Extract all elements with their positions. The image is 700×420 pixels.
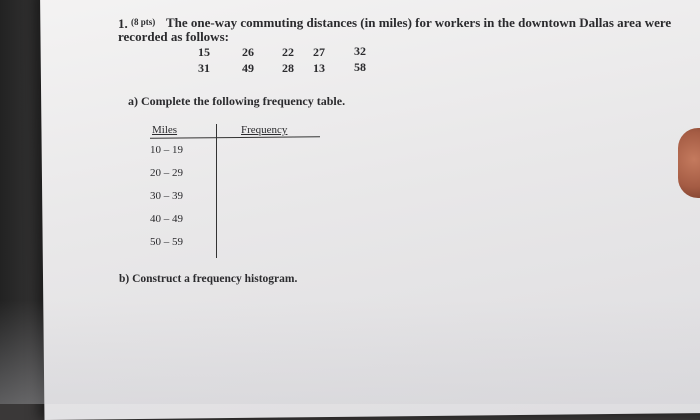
problem-statement-line2: recorded as follows: [118,29,229,44]
problem-points: (8 pts) [131,17,156,27]
table-column-divider [216,124,217,258]
table-header-rule [150,136,320,138]
frequency-column-header: Frequency [241,124,288,136]
data-value: 32 [354,44,366,58]
data-value: 15 [198,45,210,59]
data-value: 49 [242,61,254,75]
data-value: 58 [354,60,366,74]
part-b-instruction: b) Construct a frequency histogram. [119,273,298,285]
class-interval: 30 – 39 [150,190,183,202]
part-a-instruction: a) Complete the following frequency table. [128,94,346,108]
problem-number: 1. [118,16,128,31]
data-value: 27 [313,45,325,59]
class-interval: 10 – 19 [150,144,183,156]
data-value: 13 [313,61,325,75]
miles-column-header: Miles [152,124,178,136]
class-interval: 50 – 59 [150,236,183,248]
problem-statement-line1: The one-way commuting distances (in miles) for workers in the downtown Dallas area were [166,15,672,30]
data-value: 22 [282,45,294,59]
data-value: 26 [242,45,254,59]
page-shading [0,300,700,404]
class-interval: 20 – 29 [150,167,183,179]
class-interval: 40 – 49 [150,213,183,225]
data-value: 31 [198,61,210,75]
data-value: 28 [282,61,294,75]
